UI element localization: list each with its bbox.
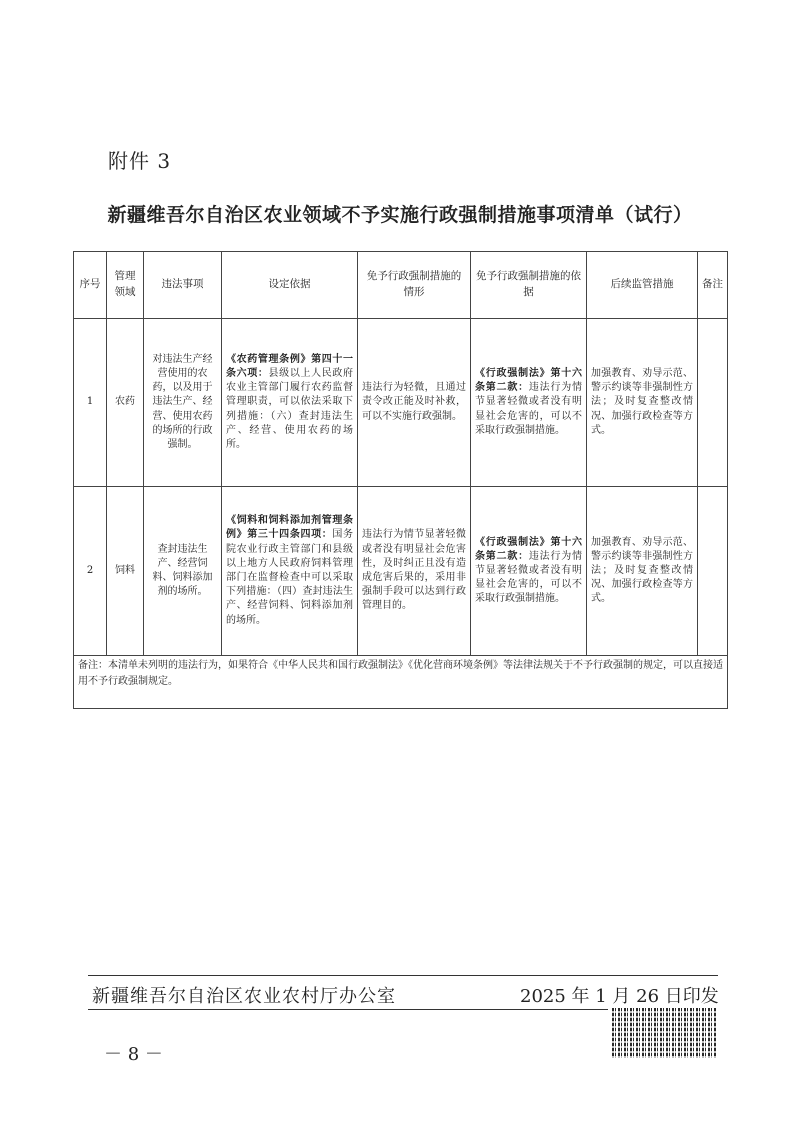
table-note-row — [74, 656, 728, 709]
table-row — [74, 319, 728, 487]
row-exempt-text: 违法行为情节显著轻微或者没有明显社会危害的，可以不采取行政强制措施。 — [475, 550, 583, 605]
row-seq: 2 — [74, 487, 107, 656]
table-row — [74, 487, 728, 656]
row-exempt-law: 《行政强制法》第十六条第二款： — [475, 536, 582, 562]
table-header-row — [74, 252, 728, 319]
row-exempt-text: 违法行为情节显著轻微或者没有明显社会危害的，可以不采取行政强制措施。 — [475, 382, 583, 436]
header-followup: 后续监管措施 — [587, 252, 698, 319]
row-violation: 对违法生产经营使用的农药，以及用于违法生产、经营、使用农药的场所的行政强制。 — [144, 319, 222, 487]
row-basis-law: 《农药管理条例》第四十一条六项： — [226, 353, 353, 380]
row-exempt-basis — [471, 319, 587, 487]
row-exempt: 违法行为轻微，且通过责令改正能及时补救，可以不实施行政强制。 — [358, 319, 471, 487]
row-seq: 1 — [74, 319, 107, 487]
row-remark — [698, 487, 728, 656]
row-followup: 加强教育、劝导示范、警示约谈等非强制性方法；及时复查整改情况、加强行政检查等方式。 — [587, 487, 698, 656]
footer-issuer: 新疆维吾尔自治区农业农村厅办公室 — [92, 986, 396, 1007]
table-note: 备注：本清单未列明的违法行为，如果符合《中华人民共和国行政强制法》《优化营商环境条例》等法律法规关于不予行政强制的规定，可以直接适用不予行政强制规定。 — [74, 656, 728, 709]
row-followup: 加强教育、劝导示范、警示约谈等非强制性方法；及时复查整改情况、加强行政检查等方式。 — [587, 319, 698, 487]
row-basis — [222, 487, 358, 656]
header-exempt-basis: 免予行政强制措施的依据 — [471, 252, 587, 319]
row-basis-law: 《饲料和饲料添加剂管理条例》第三十四条四项： — [226, 515, 353, 541]
row-exempt: 违法行为情节显著轻微或者没有明显社会危害性，及时纠正且没有造成危害后果的，采用非强制手段可以达到行政管理目的。 — [358, 487, 471, 656]
row-exempt-law: 《行政强制法》第十六条第二款： — [475, 368, 582, 394]
footer-divider-bottom — [88, 1009, 608, 1010]
header-violation: 违法事项 — [144, 252, 222, 319]
row-basis-text: 县级以上人民政府农业主管部门履行农药监督管理职责，可以依法采取下列措施：（六）查封违法生产、经营、使用农药的场所。 — [226, 368, 354, 450]
row-basis-text: 国务院农业行政主管部门和县级以上地方人民政府饲料管理部门在监督检查中可以采取下列措施：（四）查封违法生产、经营饲料、饲料添加剂的场所。 — [226, 529, 354, 626]
measures-table — [73, 251, 728, 709]
header-field: 管理领域 — [107, 252, 144, 319]
page-number: － 8 － — [104, 1044, 163, 1065]
header-seq: 序号 — [74, 252, 107, 319]
barcode-icon — [612, 1008, 716, 1058]
header-exempt: 免予行政强制措施的情形 — [358, 252, 471, 319]
row-basis — [222, 319, 358, 487]
attachment-label: 附件 3 — [108, 149, 172, 173]
footer-date: 2025 年 1 月 26 日印发 — [520, 986, 719, 1007]
header-basis: 设定依据 — [222, 252, 358, 319]
row-field: 饲料 — [107, 487, 144, 656]
document-title: 新疆维吾尔自治区农业领域不予实施行政强制措施事项清单（试行） — [107, 204, 693, 226]
row-field: 农药 — [107, 319, 144, 487]
header-remark: 备注 — [698, 252, 728, 319]
row-exempt-basis — [471, 487, 587, 656]
row-violation: 查封违法生产、经营饲料、饲料添加剂的场所。 — [144, 487, 222, 656]
footer-divider-top — [88, 975, 718, 976]
row-remark — [698, 319, 728, 487]
